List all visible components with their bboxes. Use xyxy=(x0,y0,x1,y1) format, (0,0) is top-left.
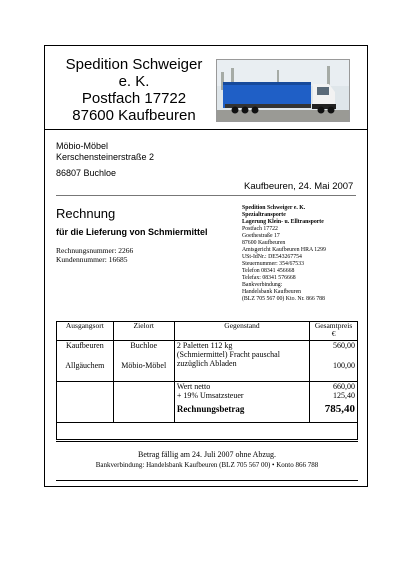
row1-price: 560,00 xyxy=(333,341,355,350)
row2-item: zuzüglich Abladen xyxy=(176,359,237,368)
document-title: Rechnung xyxy=(56,206,116,221)
summary-values xyxy=(310,382,358,423)
truck-photo xyxy=(216,59,350,122)
row1-item-a: 2 Paletten 112 kg xyxy=(176,341,233,350)
bank-details: Bankverbindung: Handelsbank Kaufbeuren (BLZ 705 567 00) • Konto 866 788 xyxy=(95,461,319,469)
sender-bank-name: Handelsbank Kaufbeuren xyxy=(242,289,302,295)
header-destination: Zielort xyxy=(113,322,174,341)
header-total-price xyxy=(310,322,358,341)
header-currency: € xyxy=(331,329,336,338)
recipient-city: 86807 Buchloe xyxy=(56,168,117,178)
row1-item-b: (Schmiermittel) Fracht pauschal xyxy=(176,350,280,359)
payment-due: Betrag fällig am 24. Juli 2007 ohne Abzug. xyxy=(138,450,276,459)
item-prices xyxy=(310,341,358,382)
sender-fax: Telefax: 08341 576668 xyxy=(242,275,296,281)
company-postbox: Postfach 17722 xyxy=(81,90,187,107)
total-value: 785,40 xyxy=(324,403,355,415)
summary-labels xyxy=(174,382,309,423)
sender-bank-label: Bankverbindung: xyxy=(242,282,283,288)
sender-tax-number: Steuernummer: 354/67533 xyxy=(242,261,304,267)
sender-city: 87600 Kaufbeuren xyxy=(242,240,286,246)
recipient-address xyxy=(56,141,154,163)
recipient-name: Möbio-Möbel xyxy=(56,141,109,151)
row2-destination: Möbio-Möbel xyxy=(121,361,167,370)
row2-origin: Allgäuchem xyxy=(65,361,105,370)
sender-name: Spedition Schweiger e. K. xyxy=(242,205,306,211)
company-block xyxy=(49,56,219,124)
row2-price: 100,00 xyxy=(333,361,355,370)
table-row xyxy=(57,341,358,382)
row1-origin: Kaufbeuren xyxy=(65,341,104,350)
sender-bank-account: (BLZ 705 567 00) Kto. Nr. 866 788 xyxy=(242,296,325,302)
table-summary-row xyxy=(57,382,358,423)
item-description xyxy=(174,341,309,382)
sender-phone: Telefon 08341 456668 xyxy=(242,268,295,274)
sender-details xyxy=(242,205,326,303)
divider xyxy=(56,195,356,196)
table-empty-row xyxy=(57,423,358,440)
item-destinations xyxy=(113,341,174,382)
header-price-label: Gesamtpreis xyxy=(314,321,353,330)
header-origin: Ausgangsort xyxy=(57,322,114,341)
invoice-table xyxy=(56,321,358,440)
tax-value: 125,40 xyxy=(333,391,355,400)
sender-postbox: Postfach 17722 xyxy=(242,226,278,232)
sender-street: Goethestraße 17 xyxy=(242,233,280,239)
company-city: 87600 Kaufbeuren xyxy=(72,107,196,124)
customer-number: Kundennummer: 16685 xyxy=(56,255,128,264)
reference-numbers xyxy=(56,246,133,264)
sender-line2: Spezialtransporte xyxy=(242,212,286,218)
total-label: Rechnungsbetrag xyxy=(176,404,245,414)
header-item: Gegenstand xyxy=(174,322,309,341)
net-value: 660,00 xyxy=(333,382,355,391)
net-label: Wert netto xyxy=(176,382,211,391)
document-subtitle: für die Lieferung von Schmiermittel xyxy=(56,227,208,237)
company-name-line2: e. K. xyxy=(118,73,150,90)
row1-destination: Buchloe xyxy=(130,341,158,350)
payment-footer xyxy=(56,441,358,481)
sender-line3: Lagerung Klein- u. Elltransporte xyxy=(242,219,324,225)
invoice-number: Rechnungsnummer: 2266 xyxy=(56,246,134,255)
company-name-line1: Spedition Schweiger xyxy=(65,56,203,73)
table-header-row xyxy=(57,322,358,341)
recipient-street: Kerschensteinerstraße 2 xyxy=(56,152,155,162)
tax-label: + 19% Umsatzsteuer xyxy=(176,391,244,400)
sender-court: Amtsgericht Kaufbeuren HRA 1299 xyxy=(242,247,326,253)
sender-vat-id: USt-IdNr.: DE543267754 xyxy=(242,254,302,260)
item-origins xyxy=(57,341,114,382)
date-line: Kaufbeuren, 24. Mai 2007 xyxy=(244,181,354,192)
